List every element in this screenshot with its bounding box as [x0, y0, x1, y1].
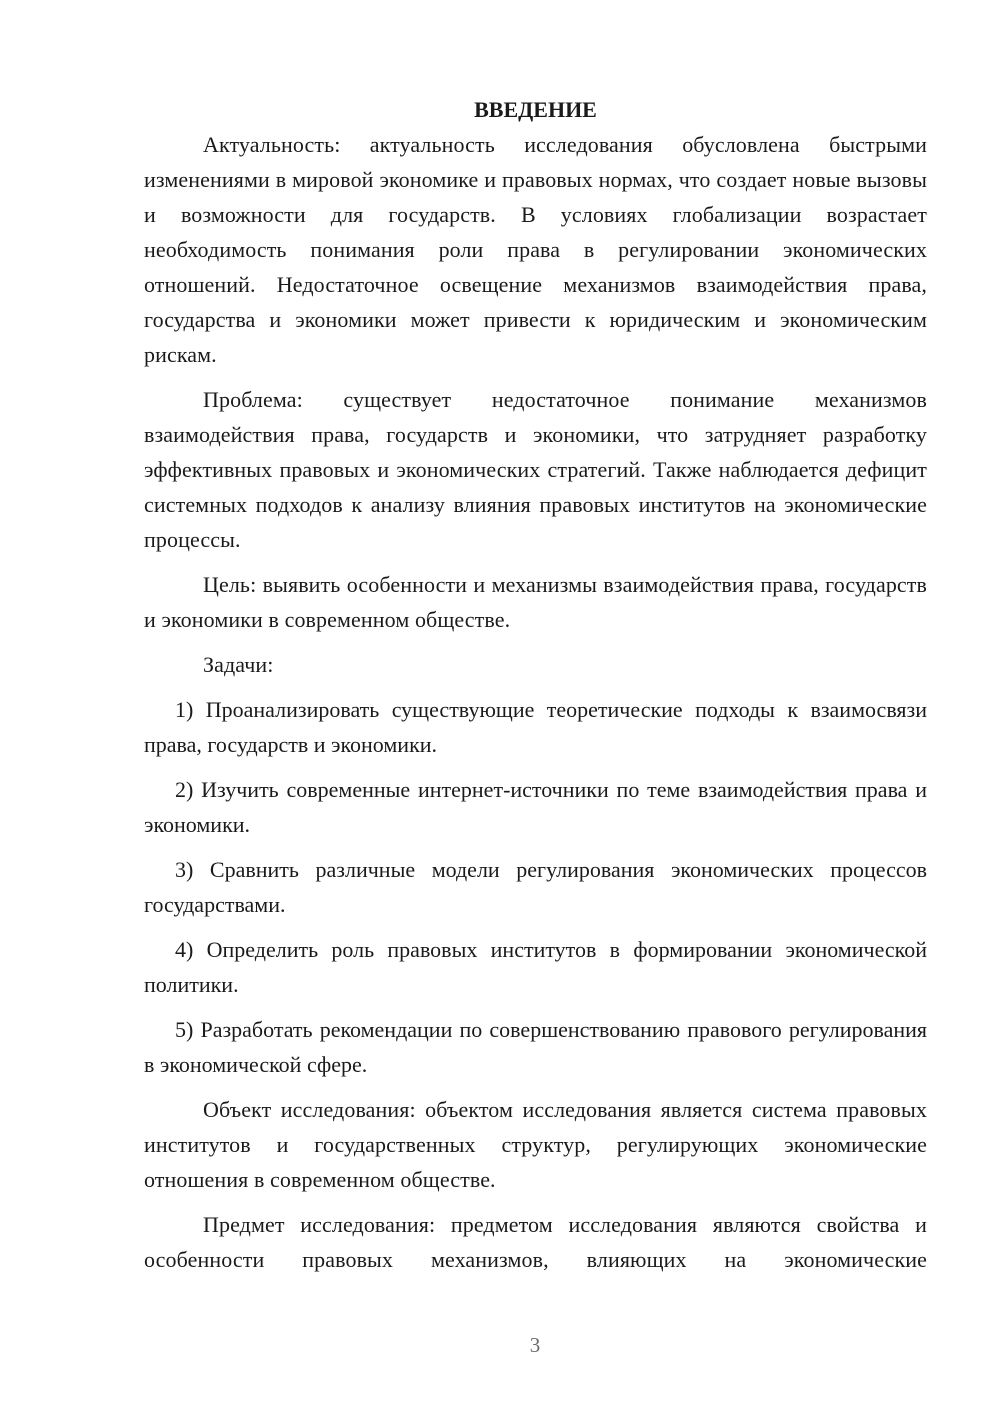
paragraph-problem: Проблема: существует недостаточное понимание механизмов взаимодействия права, государств и экономики, что затрудняет разработку эффективных правовых и экономических стратегий. Также наблюдается дефицит системных подходов к анализу влияния правовых институтов на экономические процессы. [144, 387, 927, 552]
task-item-3: 3) Сравнить различные модели регулирования экономических процессов государствами. [144, 857, 927, 917]
tasks-label: Задачи: [203, 652, 274, 677]
document-body [144, 92, 927, 1287]
task-item-5: 5) Разработать рекомендации по совершенствованию правового регулирования в экономической сфере. [144, 1017, 927, 1077]
task-item-1: 1) Проанализировать существующие теоретические подходы к взаимосвязи права, государств и экономики. [144, 697, 927, 757]
paragraph-object: Объект исследования: объектом исследования является система правовых институтов и государственных структур, регулирующих экономические отношения в современном обществе. [144, 1097, 927, 1192]
paragraph-subject: Предмет исследования: предметом исследования являются свойства и особенности правовых механизмов, влияющих на экономические [144, 1212, 927, 1272]
task-item-2: 2) Изучить современные интернет-источники по теме взаимодействия права и экономики. [144, 777, 927, 837]
paragraph-relevance: Актуальность: актуальность исследования обусловлена быстрыми изменениями в мировой экономике и правовых нормах, что создает новые вызовы и возможности для государств. В условиях глобализации возрастает необходимость понимания роли права в регулировании экономических отношений. Недостаточное освещение механизмов взаимодействия права, государства и экономики может привести к юридическим и экономическим рискам. [144, 132, 927, 367]
task-item-4: 4) Определить роль правовых институтов в формировании экономической политики. [144, 937, 927, 997]
paragraph-goal: Цель: выявить особенности и механизмы взаимодействия права, государств и экономики в современном обществе. [144, 572, 927, 632]
page-number: 3 [529, 1333, 541, 1357]
page-title: ВВЕДЕНИЕ [474, 97, 597, 122]
